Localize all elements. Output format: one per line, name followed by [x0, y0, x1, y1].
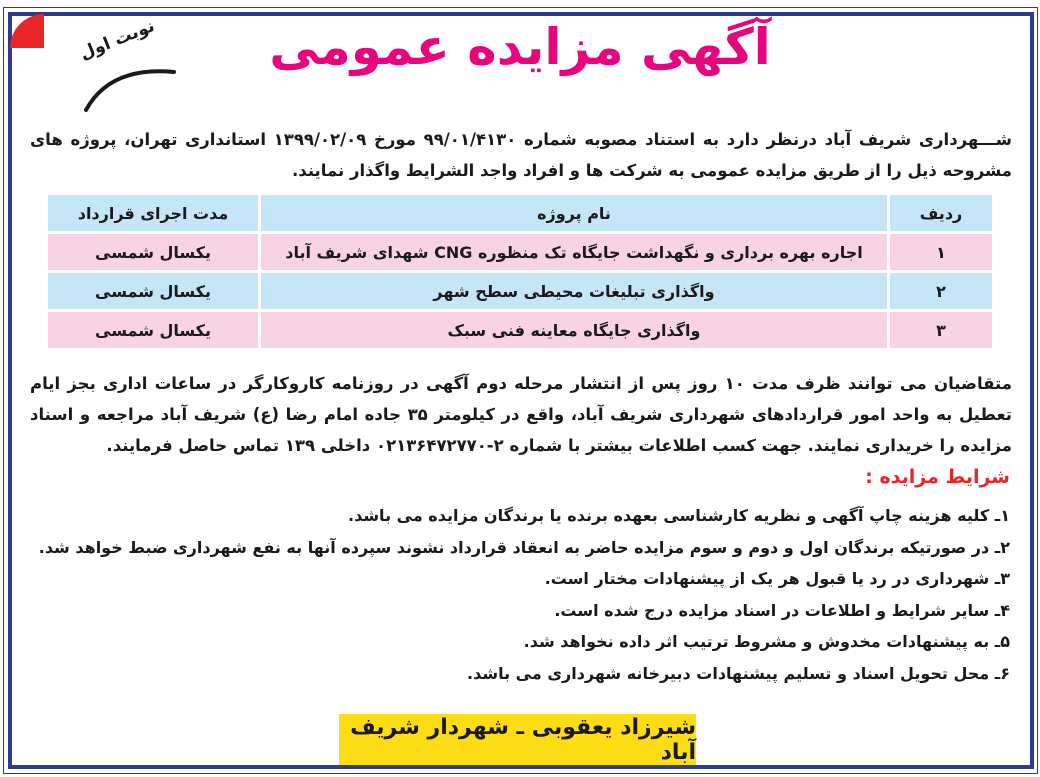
duration: یکسال شمسی: [48, 273, 258, 309]
application-paragraph: متقاضیان می توانند ظرف مدت ۱۰ روز پس از انتشار مرحله دوم آگهی در روزنامه کاروکارگر در ساعات اداری بجز ایام تعطیل به واحد امور قراردادهای شهرداری شریف آباد، واقع در کیلومتر ۳۵ جاده امام رضا (ع) شریف آباد مراجعه و اسناد مزایده را خریداری نمایند. جهت کسب اطلاعات بیشتر با شماره ۲-۰۲۱۳۶۴۷۲۷۷۰ داخلی ۱۳۹ تماس حاصل فرمایند.: [30, 374, 1012, 455]
condition-item: ۳ـ شهرداری در رد یا قبول هر یک از پیشنهادات مختار است.: [544, 569, 1010, 589]
row-number: ۳: [890, 312, 992, 348]
conditions-list: [30, 500, 1010, 690]
signature-box: شیرزاد یعقوبی ـ شهردار شریف آباد: [339, 714, 696, 765]
project-name: اجاره بهره برداری و نگهداشت جایگاه تک منظوره CNG شهدای شریف آباد: [261, 234, 887, 270]
condition-item: ۶ـ محل تحویل اسناد و تسلیم پیشنهادات دبیرخانه شهرداری می باشد.: [467, 663, 1010, 683]
duration: یکسال شمسی: [48, 312, 258, 348]
project-name: واگذاری تبلیغات محیطی سطح شهر: [261, 273, 887, 309]
row-number: ۱: [890, 234, 992, 270]
condition-item: ۱ـ کلیه هزینه چاپ آگهی و نظریه کارشناسی بعهده برنده یا برندگان مزایده می باشد.: [348, 506, 1010, 525]
project-name: واگذاری جایگاه معاینه فنی سبک: [261, 312, 887, 348]
condition-item: ۵ـ به پیشنهادات مخدوش و مشروط ترتیب اثر داده نخواهد شد.: [523, 632, 1010, 652]
page-title: آگهی مزایده عمومی: [269, 18, 771, 76]
arc-decoration: [80, 58, 180, 118]
header-project-name: نام پروژه: [261, 195, 887, 231]
table-row: [48, 312, 992, 348]
duration: یکسال شمسی: [48, 234, 258, 270]
condition-item: ۴ـ سایر شرایط و اطلاعات در اسناد مزایده درج شده است.: [554, 600, 1010, 620]
conditions-heading: شرایط مزایده :: [865, 466, 1010, 488]
table-header: [48, 195, 992, 231]
table-row: [48, 234, 992, 270]
row-number: ۲: [890, 273, 992, 309]
table-row: [48, 273, 992, 309]
projects-table: [45, 192, 995, 351]
header-duration: مدت اجرای قرارداد: [48, 195, 258, 231]
edition-badge: نوبت اول: [77, 16, 158, 64]
intro-paragraph: شـــهرداری شریف آباد درنظر دارد به استناد مصوبه شماره ۹۹/۰۱/۴۱۳۰ مورخ ۱۳۹۹/۰۲/۰۹ استانداری تهران، پروژه های مشروحه ذیل را از طریق مزایده عمومی به شرکت ها و افراد واجد الشرایط واگذار نمایند.: [30, 130, 1012, 180]
condition-item: ۲ـ در صورتیکه برندگان اول و دوم و سوم مزایده حاضر به انعقاد قرارداد نشوند سپرده آنها به نفع شهرداری ضبط خواهد شد.: [38, 537, 1010, 557]
header-row-number: ردیف: [890, 195, 992, 231]
